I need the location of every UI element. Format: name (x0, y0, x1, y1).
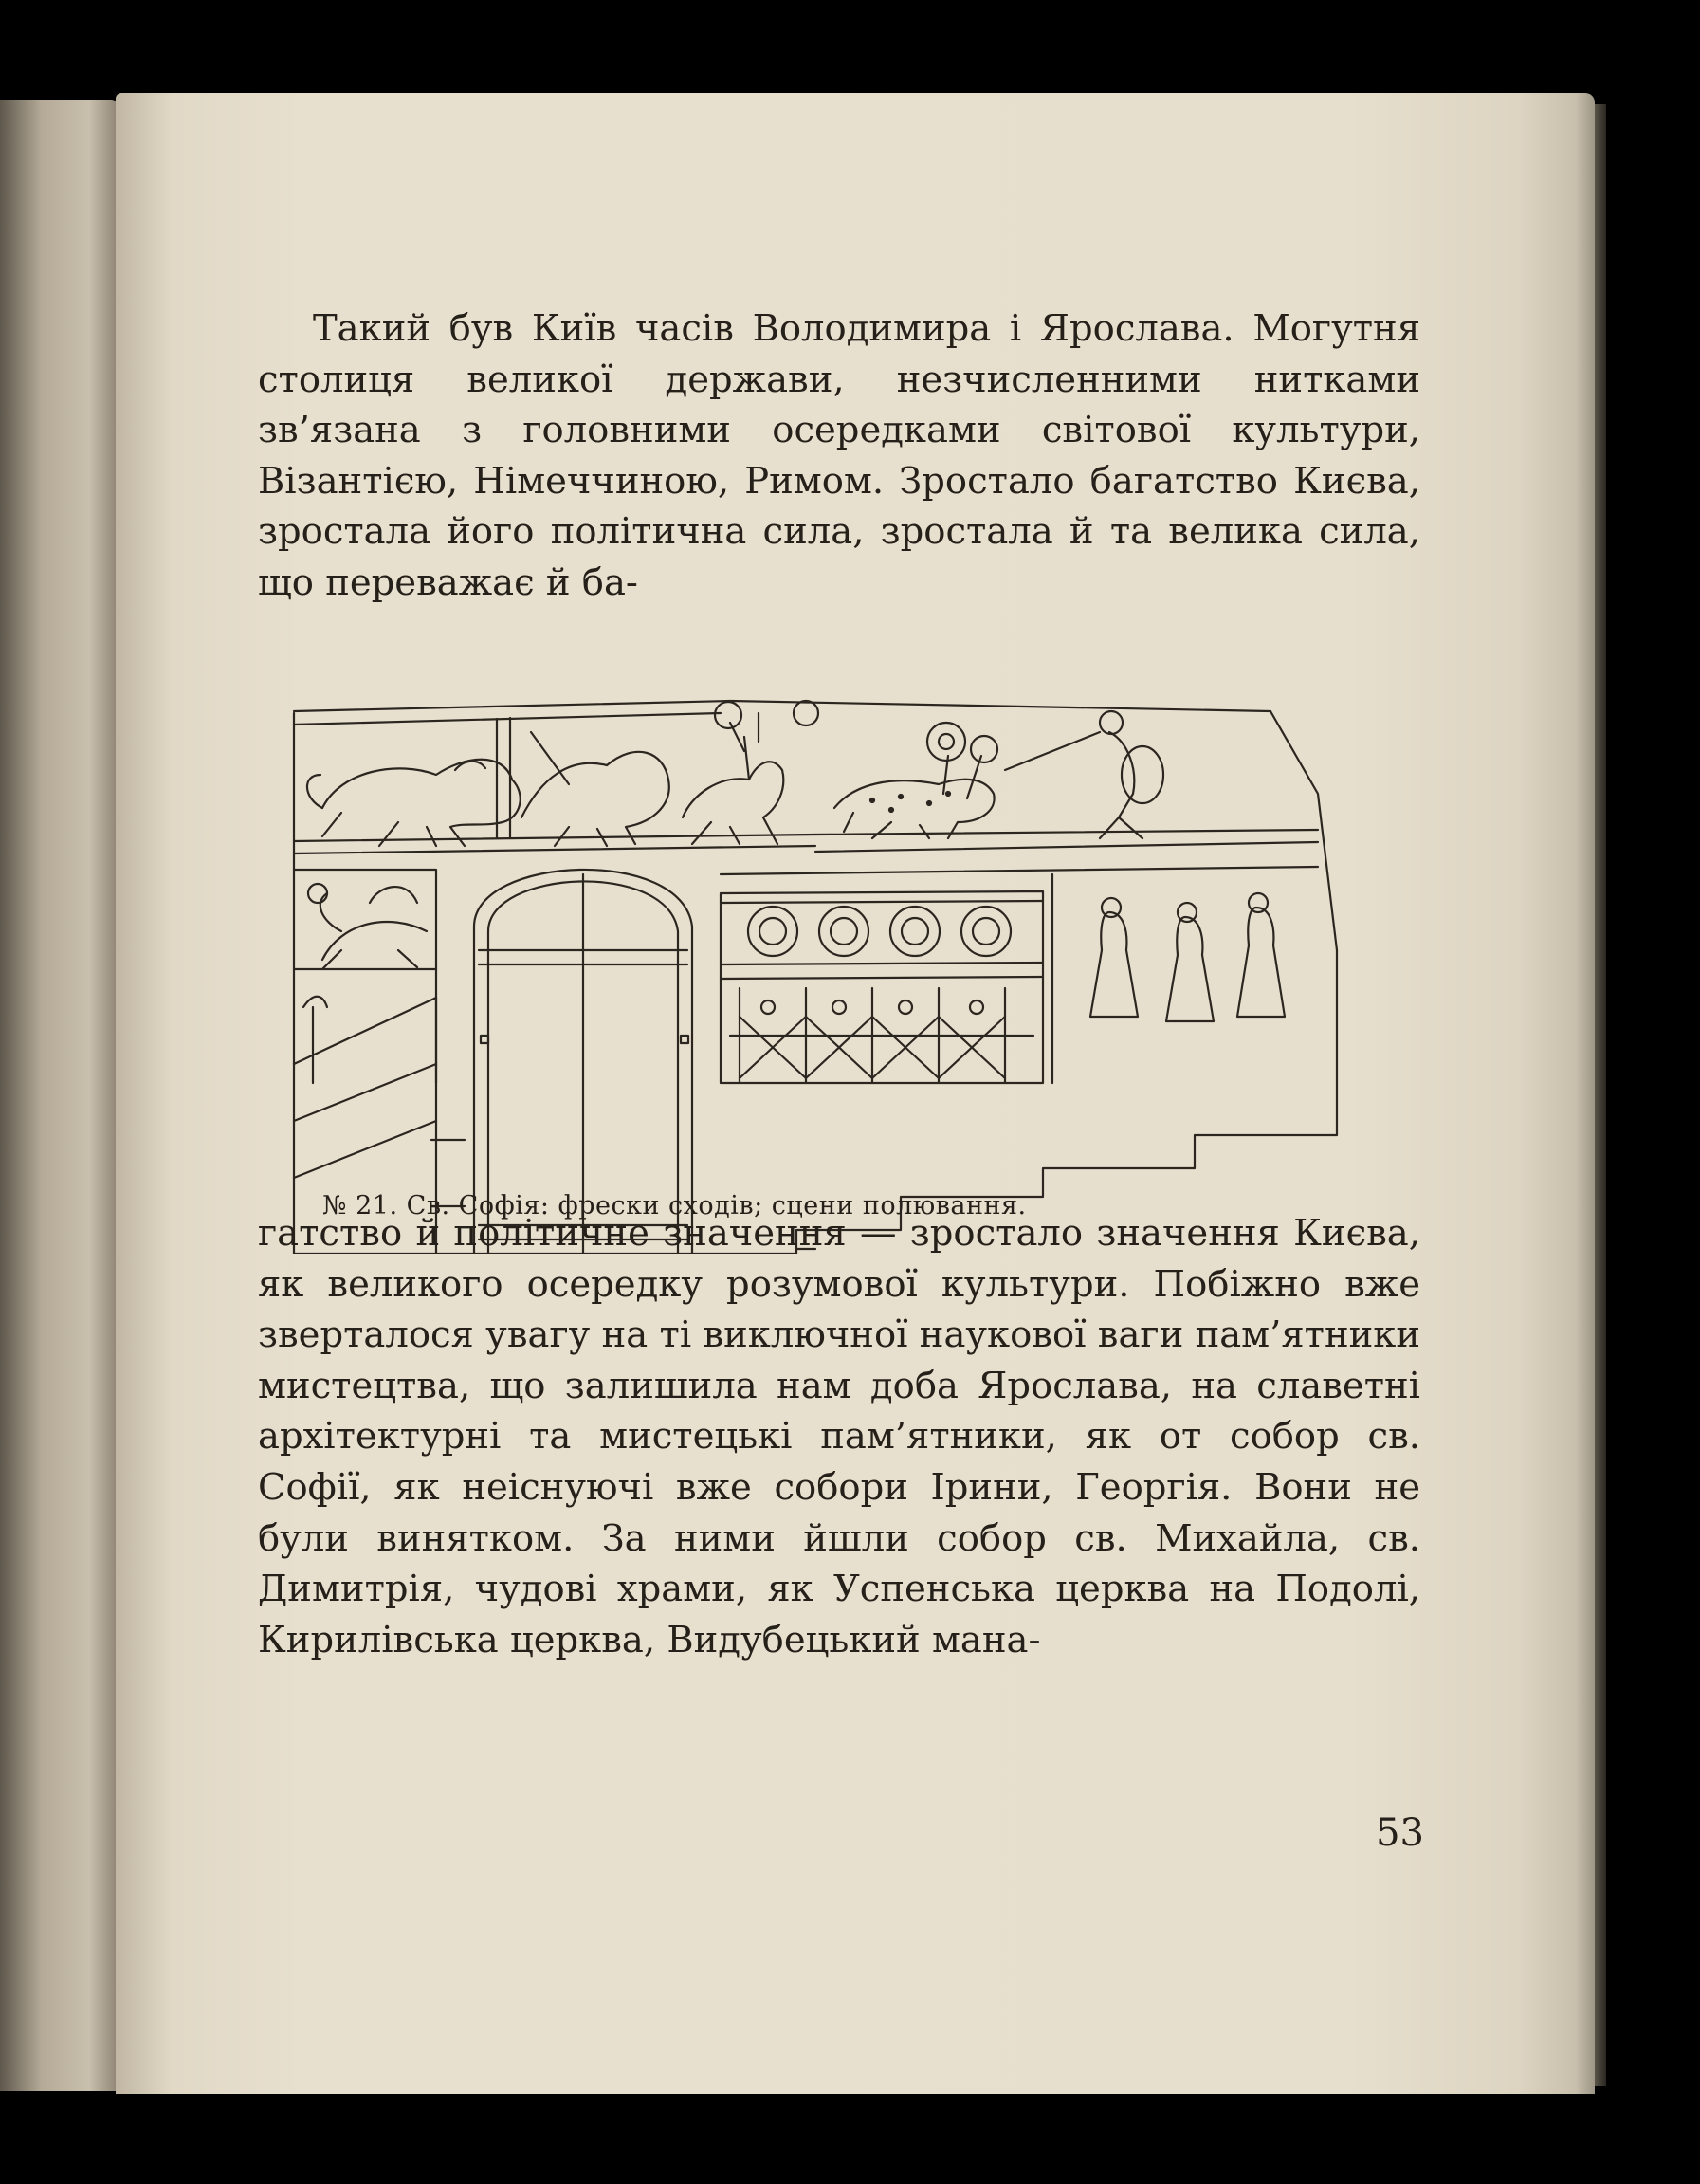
figure-caption: № 21. Св. Софія: фрески сходів; сцени полювання. (322, 1191, 1027, 1220)
fresco-illustration (284, 590, 1380, 1254)
page-edge-shadow (1595, 104, 1606, 2086)
paragraph-top: Такий був Київ часів Володимира і Ярослава. Могутня столиця великої держави, незчисленними нитками зв’язана з головними осередками світової культури, Візантією, Німеччиною, Римом. Зростало багатство Києва, зростала його політична сила, зростала й та велика сила, що переважає й ба- (258, 307, 1420, 604)
book-page (116, 93, 1595, 2094)
fresco-drawing (284, 590, 1380, 1254)
paragraph-bottom: гатство й політичне значення — зростало значення Києва, як великого осередку розумової культури. Побіжно вже зверталося увагу на ті виключної наукової ваги пам’ятники мистецтва, що залишила нам доба Ярослава, на славетні архітектурні та мистецькі пам’ятники, як от собор св. Софії, як неіснуючі вже собори Ірини, Георгія. Вони не були винятком. За ними йшли собор св. Михайла, св. Димитрія, чудові храми, як Успенська церква на Подолі, Кирилівська церква, Видубецький мана- (258, 1212, 1420, 1661)
left-page-edge (0, 100, 119, 2091)
page-number: 53 (1376, 1811, 1424, 1855)
